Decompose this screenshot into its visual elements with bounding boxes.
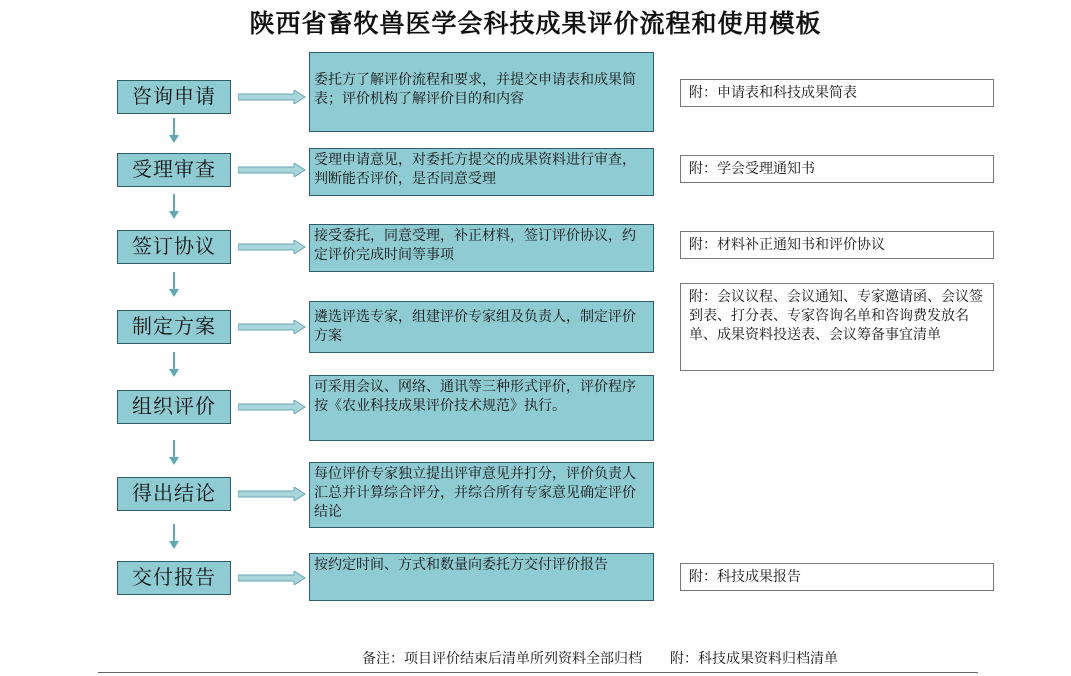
step-box-4: 制定方案 [117, 310, 231, 344]
arrow-down-icon [167, 272, 181, 298]
step-desc-5: 可采用会议、网络、通讯等三种形式评价，评价程序按《农业科技成果评价技术规范》执行。 [309, 375, 654, 441]
footer-remark-text: 备注：项目评价结束后清单所列资料全部归档 [362, 651, 642, 667]
step-desc-3: 接受委托，同意受理，补正材料，签订评价协议，约定评价完成时间等事项 [309, 224, 654, 272]
arrow-down-icon [167, 352, 181, 378]
step-box-1: 咨询申请 [117, 80, 231, 114]
arrow-down-icon [167, 440, 181, 466]
arrow-right-icon [238, 571, 306, 585]
step-box-3: 签订协议 [117, 230, 231, 264]
step-box-7: 交付报告 [117, 561, 231, 595]
arrow-right-icon [238, 163, 306, 177]
step-desc-6: 每位评价专家独立提出评审意见并打分，评价负责人汇总并计算综合评分，并综合所有专家意见确定评价结论 [309, 462, 654, 528]
arrow-right-icon [238, 487, 306, 501]
step-note-4: 附：会议议程、会议通知、专家邀请函、会议签到表、打分表、专家咨询名单和咨询费发放名单、成果资料投送表、会议筹备事宜清单 [680, 283, 994, 371]
step-desc-1: 委托方了解评价流程和要求，并提交申请表和成果简表；评价机构了解评价目的和内容 [309, 52, 654, 132]
page-title: 陕西省畜牧兽医学会科技成果评价流程和使用模板 [249, 9, 822, 38]
step-desc-7: 按约定时间、方式和数量向委托方交付评价报告 [309, 553, 654, 601]
step-box-6: 得出结论 [117, 477, 231, 511]
bottom-divider [98, 672, 978, 673]
arrow-down-icon [167, 194, 181, 220]
arrow-right-icon [238, 240, 306, 254]
step-note-3: 附：材料补正通知书和评价协议 [680, 231, 994, 259]
arrow-right-icon [238, 400, 306, 414]
step-box-5: 组织评价 [117, 390, 231, 424]
step-desc-2: 受理申请意见，对委托方提交的成果资料进行审查，判断能否评价，是否同意受理 [309, 148, 654, 196]
arrow-down-icon [167, 118, 181, 144]
step-box-2: 受理审查 [117, 153, 231, 187]
arrow-right-icon [238, 90, 306, 104]
step-note-7: 附：科技成果报告 [680, 563, 994, 591]
step-desc-4: 遴选评选专家，组建评价专家组及负责人，制定评价方案 [309, 301, 654, 353]
step-note-2: 附：学会受理通知书 [680, 155, 994, 183]
arrow-down-icon [167, 524, 181, 550]
step-note-1: 附：申请表和科技成果简表 [680, 79, 994, 107]
footer-remark [362, 648, 838, 668]
arrow-right-icon [238, 320, 306, 334]
footer-attachment-text: 附：科技成果资料归档清单 [670, 651, 838, 667]
